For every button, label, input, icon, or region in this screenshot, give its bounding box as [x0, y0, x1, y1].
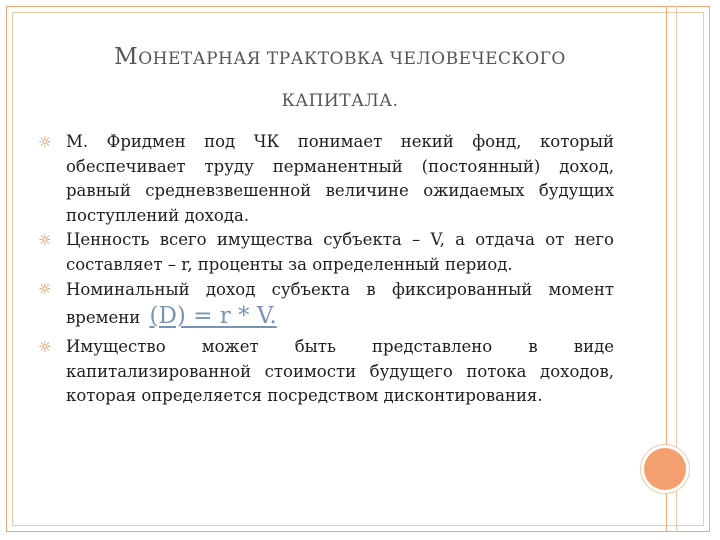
- sun-icon: ☼: [38, 231, 52, 249]
- sun-icon: ☼: [38, 338, 52, 356]
- sun-icon: ☼: [38, 133, 52, 151]
- list-item: [36, 228, 614, 277]
- list-item: [36, 130, 614, 228]
- decorative-circle: [644, 448, 686, 490]
- list-item: [36, 335, 614, 409]
- title-line-1: ОНЕТАРНАЯ ТРАКТОВКА ЧЕЛОВЕЧЕСКОГО: [138, 49, 566, 69]
- slide-title: [40, 36, 640, 122]
- list-item-text: Имущество может быть представлено в виде капитализированной стоимости будущего потока доходов, которая определяется посредством дисконтирования.: [66, 337, 614, 405]
- title-first-letter: М: [114, 44, 139, 70]
- bullet-list: [36, 130, 614, 409]
- list-item: [36, 277, 614, 331]
- sun-icon: ☼: [38, 280, 52, 298]
- title-line-2: КАПИТАЛА.: [281, 91, 399, 111]
- list-item-text: [66, 277, 614, 331]
- list-item-text: М. Фридмен под ЧК понимает некий фонд, который обеспечивает труду перманентный (постоянный) доход, равный средневзвешенной величине ожидаемых будущих поступлений дохода.: [66, 132, 614, 225]
- list-item-text-main: Номинальный доход субъекта в фиксированный момент времени: [66, 280, 614, 327]
- list-item-text: Ценность всего имущества субъекта – V, а отдача от него составляет – r, проценты за определенный период.: [66, 230, 614, 274]
- formula: (D) = r * V.: [149, 303, 277, 329]
